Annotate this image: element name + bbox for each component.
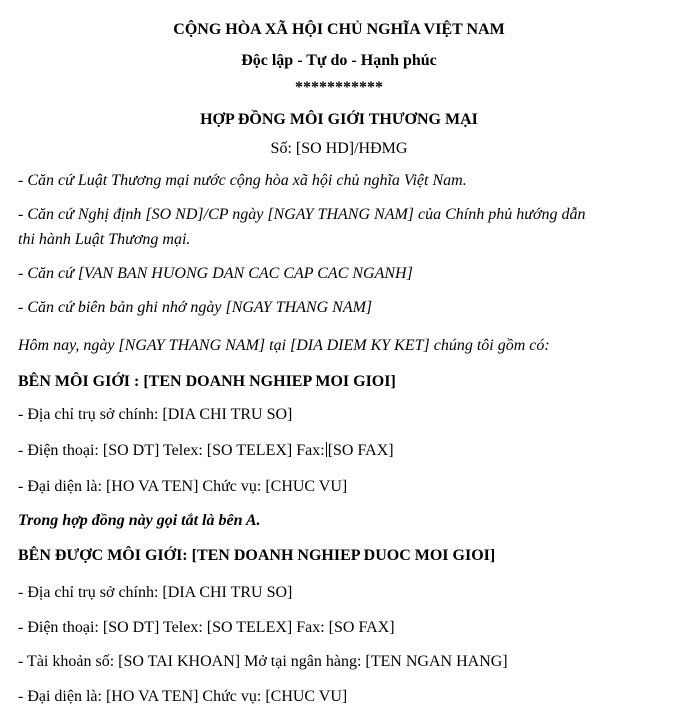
party-b-representative: - Đại diện là: [HO VA TEN] Chức vụ: [CHUC VU] [18, 688, 348, 705]
party-b-account: - Tài khoản số: [SO TAI KHOAN] Mở tại ngân hàng: [TEN NGAN HANG] [18, 653, 508, 670]
contract-number: Số: [SO HD]/HĐMG [270, 140, 408, 157]
party-b-phone: - Điện thoại: [SO DT] Telex: [SO TELEX] Fax: [SO FAX] [18, 619, 395, 636]
party-a-representative: - Đại diện là: [HO VA TEN] Chức vụ: [CHUC VU] [18, 478, 348, 495]
party-a-phone[interactable] [18, 441, 660, 461]
party-b-heading: BÊN ĐƯỢC MÔI GIỚI: [TEN DOANH NGHIEP DUOC MOI GIOI] [18, 547, 496, 564]
party-a-heading: BÊN MÔI GIỚI : [TEN DOANH NGHIEP MOI GIOI] [18, 373, 396, 390]
basis-2: - Căn cứ Nghị định [SO ND]/CP ngày [NGAY THANG NAM] của Chính phủ hướng dẫn [18, 206, 586, 223]
basis-4: - Căn cứ biên bản ghi nhớ ngày [NGAY THANG NAM] [18, 299, 373, 316]
party-a-address: - Địa chỉ trụ sở chính: [DIA CHI TRU SO] [18, 406, 293, 423]
party-a-fax-value: [SO FAX] [327, 442, 394, 459]
contract-title: HỢP ĐỒNG MÔI GIỚI THƯƠNG MẠI [200, 111, 478, 128]
basis-1: - Căn cứ Luật Thương mại nước cộng hòa xã hội chủ nghĩa Việt Nam. [18, 172, 467, 189]
text-cursor [326, 442, 327, 457]
nation-header: CỘNG HÒA XÃ HỘI CHỦ NGHĨA VIỆT NAM [173, 21, 505, 38]
motto: Độc lập - Tự do - Hạnh phúc [241, 52, 437, 69]
intro-line: Hôm nay, ngày [NGAY THANG NAM] tại [DIA DIEM KY KET] chúng tôi gồm có: [18, 337, 550, 354]
basis-3: - Căn cứ [VAN BAN HUONG DAN CAC CAP CAC NGANH] [18, 265, 413, 282]
party-a-phone-text: - Điện thoại: [SO DT] Telex: [SO TELEX] Fax: [18, 442, 325, 459]
basis-2-continued: thi hành Luật Thương mại. [18, 231, 191, 248]
separator-stars: *********** [295, 79, 383, 96]
party-b-address: - Địa chỉ trụ sở chính: [DIA CHI TRU SO] [18, 584, 293, 601]
party-a-alias: Trong hợp đồng này gọi tắt là bên A. [18, 512, 261, 529]
